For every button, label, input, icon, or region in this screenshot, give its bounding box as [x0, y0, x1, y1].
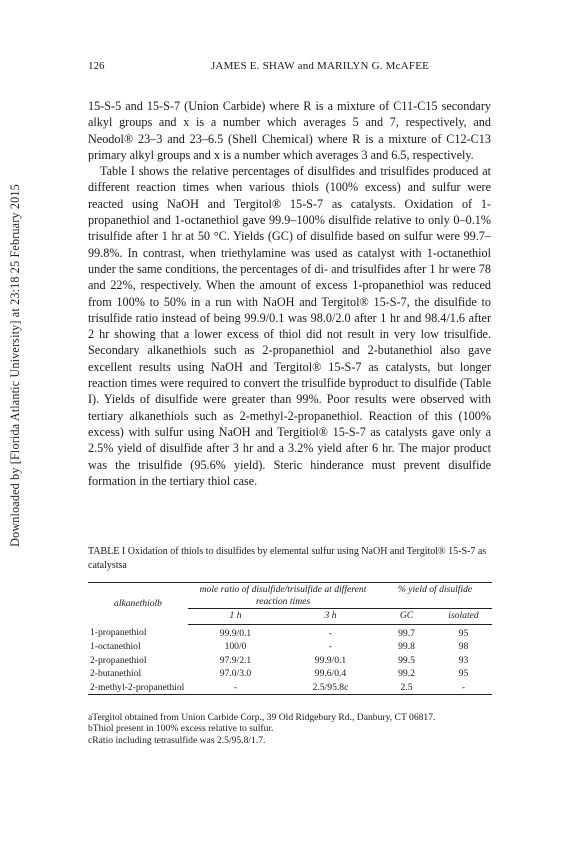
- footnote-c: cRatio including tetrasulfide was 2.5/95.8/1.7.: [88, 734, 266, 746]
- cell-yield-isolated: 98: [458, 641, 469, 652]
- cell-ratio-1h: 100/0: [224, 641, 247, 652]
- cell-alkanethiol: 1-propanethiol: [90, 627, 147, 639]
- download-watermark: [8, 85, 22, 645]
- column-header-1h: 1 h: [188, 609, 283, 625]
- column-header-isolated: isolated: [435, 609, 492, 625]
- table-row: [88, 681, 492, 695]
- download-watermark-text: Downloaded by [Florida Atlantic University] at 23:18 25 February 2015: [7, 183, 22, 547]
- cell-alkanethiol: 2-methyl-2-propanethiol: [90, 681, 185, 693]
- cell-ratio-3h: 99.9/0.1: [314, 654, 347, 666]
- cell-ratio-1h: 97.0/3.0: [219, 668, 252, 679]
- cell-yield-gc: 99.5: [398, 654, 415, 666]
- body-text: [88, 98, 491, 489]
- paragraph-1: 15-S-5 and 15-S-7 (Union Carbide) where R is a mixture of C11-C15 secondary alkyl groups and x is a number which averages 5 and 7, respectively, and Neodol® 23–3 and 23–6.5 (Shell Chemical) where R is a mixture of C12-C13 primary alkyl groups and x is a number which averages 3 and 6.5, respectively.: [88, 99, 491, 162]
- column-header-gc: GC: [378, 609, 435, 625]
- cell-ratio-3h: -: [328, 641, 333, 652]
- table-row: [88, 640, 492, 654]
- cell-ratio-1h: -: [233, 681, 238, 693]
- column-header-alkanethiol: alkanethiolb: [114, 597, 162, 609]
- cell-alkanethiol: 2-propanethiol: [90, 654, 147, 666]
- cell-ratio-3h: 2.5/95.8c: [312, 681, 349, 693]
- cell-alkanethiol: 2-butanethiol: [90, 668, 142, 679]
- cell-ratio-3h: 99.6/0.4: [314, 668, 347, 679]
- table-row: [88, 667, 492, 681]
- column-group-ratio: mole ratio of disulfide/trisulfide at different reaction times: [199, 584, 367, 607]
- table-footnotes: [88, 712, 508, 746]
- table-row: [88, 654, 492, 668]
- table-row: [88, 624, 492, 640]
- column-group-yield: % yield of disulfide: [397, 584, 473, 595]
- cell-alkanethiol: 1-octanethiol: [90, 641, 141, 652]
- results-table: [88, 582, 492, 695]
- footnote-a: aTergitol obtained from Union Carbide Corp., 39 Old Ridgebury Rd., Danbury, CT 06817.: [88, 712, 436, 723]
- cell-yield-gc: 99.7: [398, 627, 415, 639]
- cell-ratio-3h: -: [328, 627, 333, 639]
- footnote-b: bThiol present in 100% excess relative to sulfur.: [88, 723, 274, 735]
- cell-yield-isolated: 95: [458, 627, 469, 639]
- column-header-3h: 3 h: [283, 609, 378, 625]
- paragraph-2: Table I shows the relative percentages of disulfides and trisulfides produced at different reaction times when various thiols (100% excess) and sulfur were reacted using NaOH and Tergitol® 15-S-7 as catalysts. Oxidation of 1-propanethiol and 1-octanethiol gave 99.9–100% disulfide relative to only 0–0.1% trisulfide after 1 hr at 50 °C. Yields (GC) of disulfide based on sulfur were 99.7–99.8%. In contrast, when triethylamine was used as catalyst with 1-octanethiol under the same conditions, the percentages of di- and trisulfides after 1 hr were 78 and 22%, respectively. When the amount of excess 1-propanethiol was reduced from 100% to 50% in a run with NaOH and Tergitol® 15-S-7, the disulfide to trisulfide ratio instead of being 99.9/0.1 was 98.0/2.0 after 1 hr and 98.4/1.6 after 2 hr showing that a lower excess of thiol did not result in very low trisulfide. Secondary alkanethiols such as 2-propanethiol and 2-butanethiol also gave excellent results using NaOH and Tergitol® 15-S-7 as catalysts, but longer reaction times were required to convert the trisulfide byproduct to disulfide (Table I). Yields of disulfide were greater than 99%. Poor results were observed with tertiary alkanethiols such as 2-methyl-2-propanethiol. Reaction of this (100% excess) with sulfur using NaOH and Tergitiol® 15-S-7 as catalysts gave only a 2.5% yield of disulfide after 3 hr and a 3.2% yield after 6 hr. The major product was the trisulfide (95.6% yield). Steric hinderance must prevent disulfide formation in the tertiary thiol case.: [88, 164, 491, 488]
- cell-yield-gc: 99.2: [398, 668, 415, 679]
- page-number: 126: [88, 60, 105, 72]
- cell-ratio-1h: 97.9/2.1: [219, 654, 252, 666]
- cell-yield-isolated: 95: [458, 668, 469, 679]
- cell-yield-isolated: 93: [458, 654, 469, 666]
- table-caption: TABLE I Oxidation of thiols to disulfides by elemental sulfur using NaOH and Tergitol® 15-S-7 as catalystsa: [88, 546, 487, 571]
- running-head: JAMES E. SHAW and MARILYN G. McAFEE: [210, 60, 430, 72]
- cell-yield-isolated: -: [461, 681, 466, 693]
- cell-ratio-1h: 99.9/0.1: [219, 627, 252, 639]
- cell-yield-gc: 2.5: [400, 681, 413, 693]
- cell-yield-gc: 99.8: [398, 641, 415, 652]
